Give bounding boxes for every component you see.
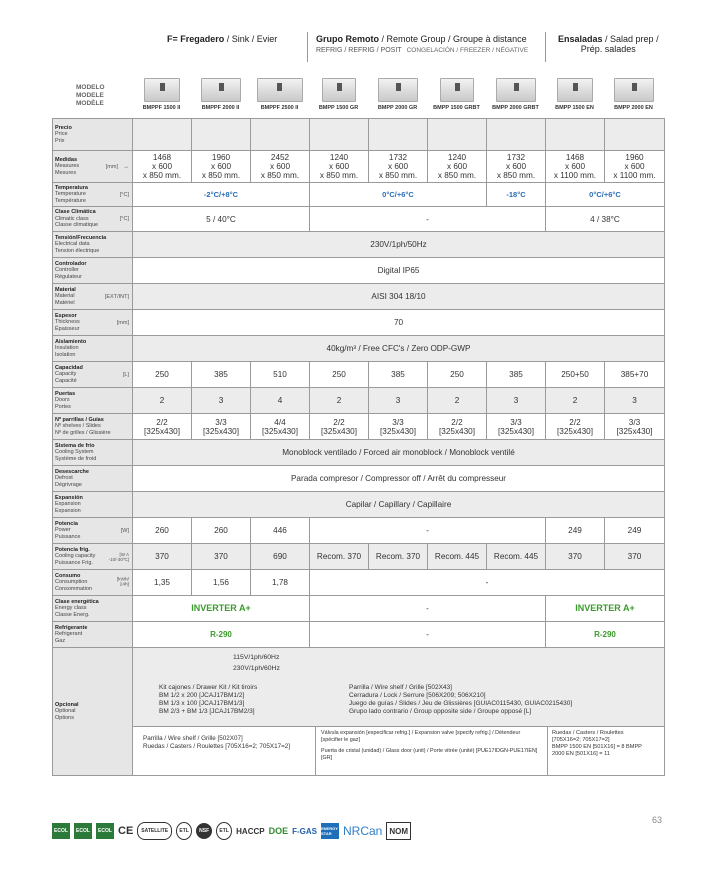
capacity-cell: 510: [251, 362, 310, 388]
cooling-value: Monoblock ventilado / Forced air monoblock / Monoblock ventilé: [133, 440, 665, 466]
power-remote: -: [310, 518, 546, 544]
consumption-cell: 1,78: [251, 570, 310, 596]
logo-haccp: HACCP: [236, 826, 265, 836]
capacity-cell: 385: [487, 362, 546, 388]
label-expansion: Expansión Expansion Expansion: [53, 492, 133, 518]
label-cooling-capacity: Potencia frig. Cooling capacity Puissance Frig. [W A -10/-30ºC]: [53, 544, 133, 570]
doors-cell: 2: [133, 388, 192, 414]
material-value: AISI 304 18/10: [133, 284, 665, 310]
label-refrigerant: Refrigerante Refrigerant Gaz: [53, 622, 133, 648]
consumption-rest: -: [310, 570, 665, 596]
capacity-cell: 385+70: [605, 362, 665, 388]
consumption-cell: 1,56: [192, 570, 251, 596]
label-energy: Clase energética Energy class Classe Energ.: [53, 596, 133, 622]
refrigerant-sink: R-290: [133, 622, 310, 648]
optional-sink: Parrilla / Wire shelf / Grille [502X07] Ruedas / Casters / Roulettes [705X16=2; 705X17=2]: [133, 726, 316, 775]
cooling-capacity-cell: Recom. 370: [369, 544, 428, 570]
shelves-cell: 2/2 [325x430]: [133, 414, 192, 440]
row-climate: [53, 207, 665, 232]
model-5: BMPP 1500 GRBT: [428, 78, 486, 111]
model-2: BMPPF 2500 II: [251, 78, 309, 111]
cabinet-icon: [144, 78, 180, 102]
capacity-cell: 250: [428, 362, 487, 388]
doors-cell: 4: [251, 388, 310, 414]
dims-cell: 1732 x 600 x 850 mm.: [487, 151, 546, 183]
cooling-capacity-cell: Recom. 445: [487, 544, 546, 570]
optional-salad: Ruedas / Casters / Roulettes [705X16=2; 705X17=2] BMPP 1500 EN [501X16] = 8 BMPP 2000 EN [501X16] = 11: [548, 726, 665, 775]
label-thickness: Espesor Thickness Épaisseur [mm]: [53, 310, 133, 336]
row-capacity: [53, 362, 665, 388]
logo-ecol: ECOL: [52, 823, 70, 839]
shelves-cell: 3/3 [325x430]: [487, 414, 546, 440]
label-controller: Controlador Controller Régulateur: [53, 258, 133, 284]
capacity-cell: 250: [310, 362, 369, 388]
refrigerant-remote: -: [310, 622, 546, 648]
model-1: BMPPF 2000 II: [192, 78, 250, 111]
climate-remote: -: [310, 207, 546, 232]
doors-cell: 3: [369, 388, 428, 414]
sink-header: F= Fregadero / Sink / Evier: [167, 34, 278, 44]
refrig-subheader: REFRIG / REFRIG / POSIT: [316, 47, 402, 54]
freezer-subheader: CONGELACIÓN / FREEZER / NÉGATIVE: [406, 47, 529, 54]
remote-header: Grupo Remoto / Remote Group / Groupe à distance REFRIG / REFRIG / POSIT CONGELACIÓN / FREEZER / NÉGATIVE: [316, 34, 529, 54]
power-cell: 446: [251, 518, 310, 544]
page-number: 63: [652, 815, 663, 825]
shelves-cell: 2/2 [325x430]: [310, 414, 369, 440]
row-expansion: [53, 492, 665, 518]
doors-cell: 2: [428, 388, 487, 414]
model-8: BMPP 2000 EN: [605, 78, 663, 111]
climate-sink: 5 / 40°C: [133, 207, 310, 232]
model-6: BMPP 2000 GRBT: [487, 78, 545, 111]
row-thickness: [53, 310, 665, 336]
energy-salad: INVERTER A+: [546, 596, 665, 622]
capacity-cell: 250: [133, 362, 192, 388]
doors-cell: 2: [546, 388, 605, 414]
doors-cell: 3: [487, 388, 546, 414]
cabinet-icon: [201, 78, 241, 102]
logo-satellite: SATELLITE: [137, 822, 172, 840]
power-cell: 260: [192, 518, 251, 544]
label-optional: Opcional Optional Options: [53, 648, 133, 776]
cooling-capacity-cell: Recom. 370: [310, 544, 369, 570]
defrost-value: Parada compresor / Compressor off / Arrêt du compresseur: [133, 466, 665, 492]
consumption-cell: 1,35: [133, 570, 192, 596]
row-controller: [53, 258, 665, 284]
power-cell: 249: [546, 518, 605, 544]
logo-f-gas: F-GAS: [292, 826, 317, 836]
row-defrost: [53, 466, 665, 492]
row-material: [53, 284, 665, 310]
logo-etl: ETL: [216, 822, 232, 840]
label-defrost: Desescarche Defrost Dégrivrage: [53, 466, 133, 492]
shelves-cell: 4/4 [325x430]: [251, 414, 310, 440]
shelves-cell: 3/3 [325x430]: [192, 414, 251, 440]
cabinet-icon: [496, 78, 536, 102]
dims-cell: 1468 x 600 x 850 mm.: [133, 151, 192, 183]
label-insulation: Aislamiento Insulation Isolation: [53, 336, 133, 362]
logo-nom: NOM: [386, 822, 411, 840]
logo-ecol: ECOL: [74, 823, 92, 839]
row-optional: [53, 648, 665, 776]
row-temp: [53, 183, 665, 207]
cabinet-icon: [378, 78, 418, 102]
controller-value: Digital IP65: [133, 258, 665, 284]
dims-cell: 1468 x 600 x 1100 mm.: [546, 151, 605, 183]
label-shelves: Nº parrillas / Guías Nº shelves / Slides Nº de grilles / Glissière: [53, 414, 133, 440]
label-doors: Puertas Doors Portes: [53, 388, 133, 414]
model-row: [52, 78, 664, 118]
power-cell: 260: [133, 518, 192, 544]
label-climate: Clase Climática Climatic class Classe climatique [°C]: [53, 207, 133, 232]
cooling-capacity-cell: 370: [133, 544, 192, 570]
logo-doe: DOE: [268, 826, 289, 836]
insulation-value: 40kg/m³ / Free CFC's / Zero ODP-GWP: [133, 336, 665, 362]
label-price: Precio Price Prix: [53, 119, 133, 151]
salad-header: Ensaladas / Salad prep / Prép. salades: [558, 34, 659, 54]
model-3: BMPP 1500 GR: [310, 78, 368, 111]
dims-arrows-icon: ↔: [123, 163, 129, 170]
model-label: MODELO MODELE MODÈLE: [76, 84, 105, 107]
row-price: [53, 119, 665, 151]
capacity-cell: 385: [192, 362, 251, 388]
doors-cell: 3: [192, 388, 251, 414]
row-consumption: [53, 570, 665, 596]
refrigerant-salad: R-290: [546, 622, 665, 648]
shelves-cell: 3/3 [325x430]: [605, 414, 665, 440]
capacity-cell: 250+50: [546, 362, 605, 388]
optional-parts: Parrilla / Wire shelf / Grille [502X43] Cerradura / Lock / Serrure [506X209; 506X210] Juego de guías / Slides / Jeu de Glissières [GUIAC0115430, GUIAC0215430] Grupo lado contrario / Group opposite side / Groupe opposé [L]: [349, 684, 573, 715]
cooling-capacity-cell: 690: [251, 544, 310, 570]
dims-cell: 1960 x 600 x 850 mm.: [192, 151, 251, 183]
shelves-cell: 2/2 [325x430]: [428, 414, 487, 440]
dims-cell: 1960 x 600 x 1100 mm.: [605, 151, 665, 183]
model-7: BMPP 1500 EN: [546, 78, 604, 111]
label-power: Potencia Power Puissance [W]: [53, 518, 133, 544]
cooling-capacity-cell: 370: [192, 544, 251, 570]
cabinet-icon: [440, 78, 474, 102]
row-cooling: [53, 440, 665, 466]
optional-power: 115V/1ph/60Hz 230V/1ph/60Hz: [233, 654, 280, 672]
dims-cell: 2452 x 600 x 850 mm.: [251, 151, 310, 183]
label-consumption: Consumo Consumption Consommation [kWh/ 24h]: [53, 570, 133, 596]
label-material: Material Material Matériel [EXT/INT]: [53, 284, 133, 310]
dims-cell: 1240 x 600 x 850 mm.: [428, 151, 487, 183]
label-temp: Temperatura Temperature Température [°C]: [53, 183, 133, 207]
cooling-capacity-cell: 370: [546, 544, 605, 570]
temp-remote: 0°C/+6°C: [310, 183, 487, 207]
shelves-cell: 3/3 [325x430]: [369, 414, 428, 440]
shelves-cell: 2/2 [325x430]: [546, 414, 605, 440]
label-cooling: Sistema de frío Cooling System Système de froid: [53, 440, 133, 466]
row-shelves: [53, 414, 665, 440]
power-cell: 249: [605, 518, 665, 544]
climate-salad: 4 / 38°C: [546, 207, 665, 232]
dims-cell: 1732 x 600 x 850 mm.: [369, 151, 428, 183]
logo-nsf: NSF: [196, 823, 212, 839]
model-0: BMPPF 1500 II: [133, 78, 191, 111]
label-voltage: Tensión/Frecuencia Electrical data Tension électrique: [53, 232, 133, 258]
temp-sink: -2°C/+8°C: [133, 183, 310, 207]
logo-ecol: ECOL: [96, 823, 114, 839]
logo-etl: ETL: [176, 822, 192, 840]
energy-remote: -: [310, 596, 546, 622]
temp-salad: 0°C/+6°C: [546, 183, 665, 207]
energy-sink: INVERTER A+: [133, 596, 310, 622]
label-dims: Medidas Measures Mesures [mm] ↔: [53, 151, 133, 183]
row-voltage: [53, 232, 665, 258]
optional-remote: Válvula expansión [especificar refrig.] / Expansion valve [specify refrig.] / Détendeur [spécifier le gaz] Puerta de cristal (unidad) / Glass door (unit) / Porte vitrée (unité) [PUE17IDGN-PUE17IEN][GR]: [316, 726, 548, 775]
optional-kit: Kit cajones / Drawer Kit / Kit tiroirs BM 1/2 x 200 [JCAJ17BM1/2] BM 1/3 x 100 [JCAJ17BM1/3] BM 2/3 + BM 1/3 [JCAJ17BM2/3]: [159, 684, 258, 715]
cabinet-icon: [557, 78, 593, 102]
capacity-cell: 385: [369, 362, 428, 388]
row-energy: [53, 596, 665, 622]
logo-nrcan: NRCan: [343, 824, 383, 838]
cabinet-icon: [322, 78, 356, 102]
doors-cell: 2: [310, 388, 369, 414]
cooling-capacity-cell: 370: [605, 544, 665, 570]
spec-table: [52, 118, 665, 776]
row-cooling-capacity: [53, 544, 665, 570]
row-power: [53, 518, 665, 544]
logo-ce: CE: [118, 825, 134, 837]
label-capacity: Capacidad Capacity Capacité [L]: [53, 362, 133, 388]
thickness-value: 70: [133, 310, 665, 336]
row-insulation: [53, 336, 665, 362]
temp-freezer: -18°C: [487, 183, 546, 207]
expansion-value: Capilar / Capillary / Capillaire: [133, 492, 665, 518]
cabinet-icon: [257, 78, 303, 102]
voltage-value: 230V/1ph/50Hz: [133, 232, 665, 258]
model-4: BMPP 2000 GR: [369, 78, 427, 111]
logo-energy-star: ENERGY STAR: [321, 823, 339, 839]
certification-logos: [52, 822, 411, 840]
cabinet-icon: [614, 78, 654, 102]
row-doors: [53, 388, 665, 414]
dims-cell: 1240 x 600 x 850 mm.: [310, 151, 369, 183]
row-dims: [53, 151, 665, 183]
cooling-capacity-cell: Recom. 445: [428, 544, 487, 570]
row-refrigerant: [53, 622, 665, 648]
doors-cell: 3: [605, 388, 665, 414]
